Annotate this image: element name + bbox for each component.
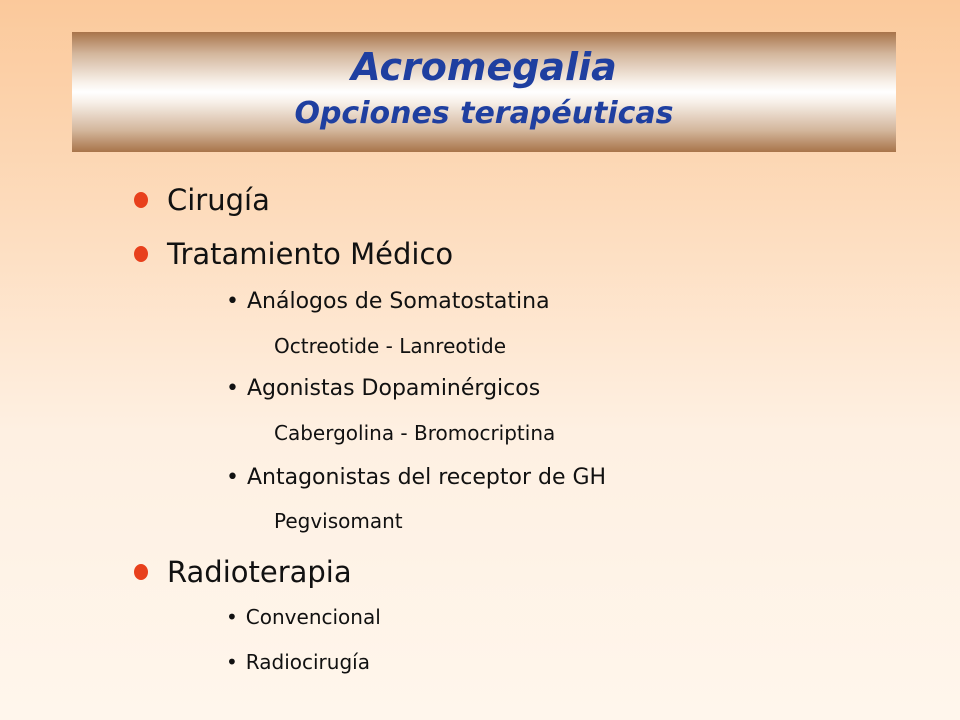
subbullet-radiocirugia [226,647,370,677]
subbullet-dot-icon: • [226,376,239,401]
slide-title: Acromegalia [351,45,617,89]
subbullet-dot-icon: • [226,289,239,314]
bullet-dot-icon [134,192,148,208]
subbullet-label: Análogos de Somatostatina [246,289,550,314]
subbullet-analogos [226,287,550,317]
subbullet-antagonistas [226,463,606,493]
detail-analogos-drugs: Octreotide - Lanreotide [274,334,507,358]
detail-agonistas-drugs: Cabergolina - Bromocriptina [274,421,556,445]
bullet-label: Tratamiento Médico [167,237,454,271]
subbullet-label: Convencional [245,605,381,629]
bullet-cirugia [134,182,270,218]
subbullet-dot-icon: • [226,650,238,674]
subbullet-convencional [226,602,381,632]
bullet-tratamiento-medico [134,236,453,272]
bullet-dot-icon [134,246,148,262]
subbullet-dot-icon: • [226,465,239,490]
subbullet-dot-icon: • [226,605,238,629]
bullet-label: Cirugía [167,183,270,217]
bullet-label: Radioterapia [167,555,352,589]
subbullet-agonistas [226,374,540,404]
subbullet-label: Antagonistas del receptor de GH [246,465,607,490]
title-banner [72,32,896,152]
subbullet-label: Radiocirugía [245,650,370,674]
bullet-radioterapia [134,554,352,590]
bullet-dot-icon [134,564,148,580]
detail-antagonistas-drugs: Pegvisomant [274,509,403,533]
slide-subtitle: Opciones terapéuticas [294,96,674,131]
subbullet-label: Agonistas Dopaminérgicos [246,376,541,401]
